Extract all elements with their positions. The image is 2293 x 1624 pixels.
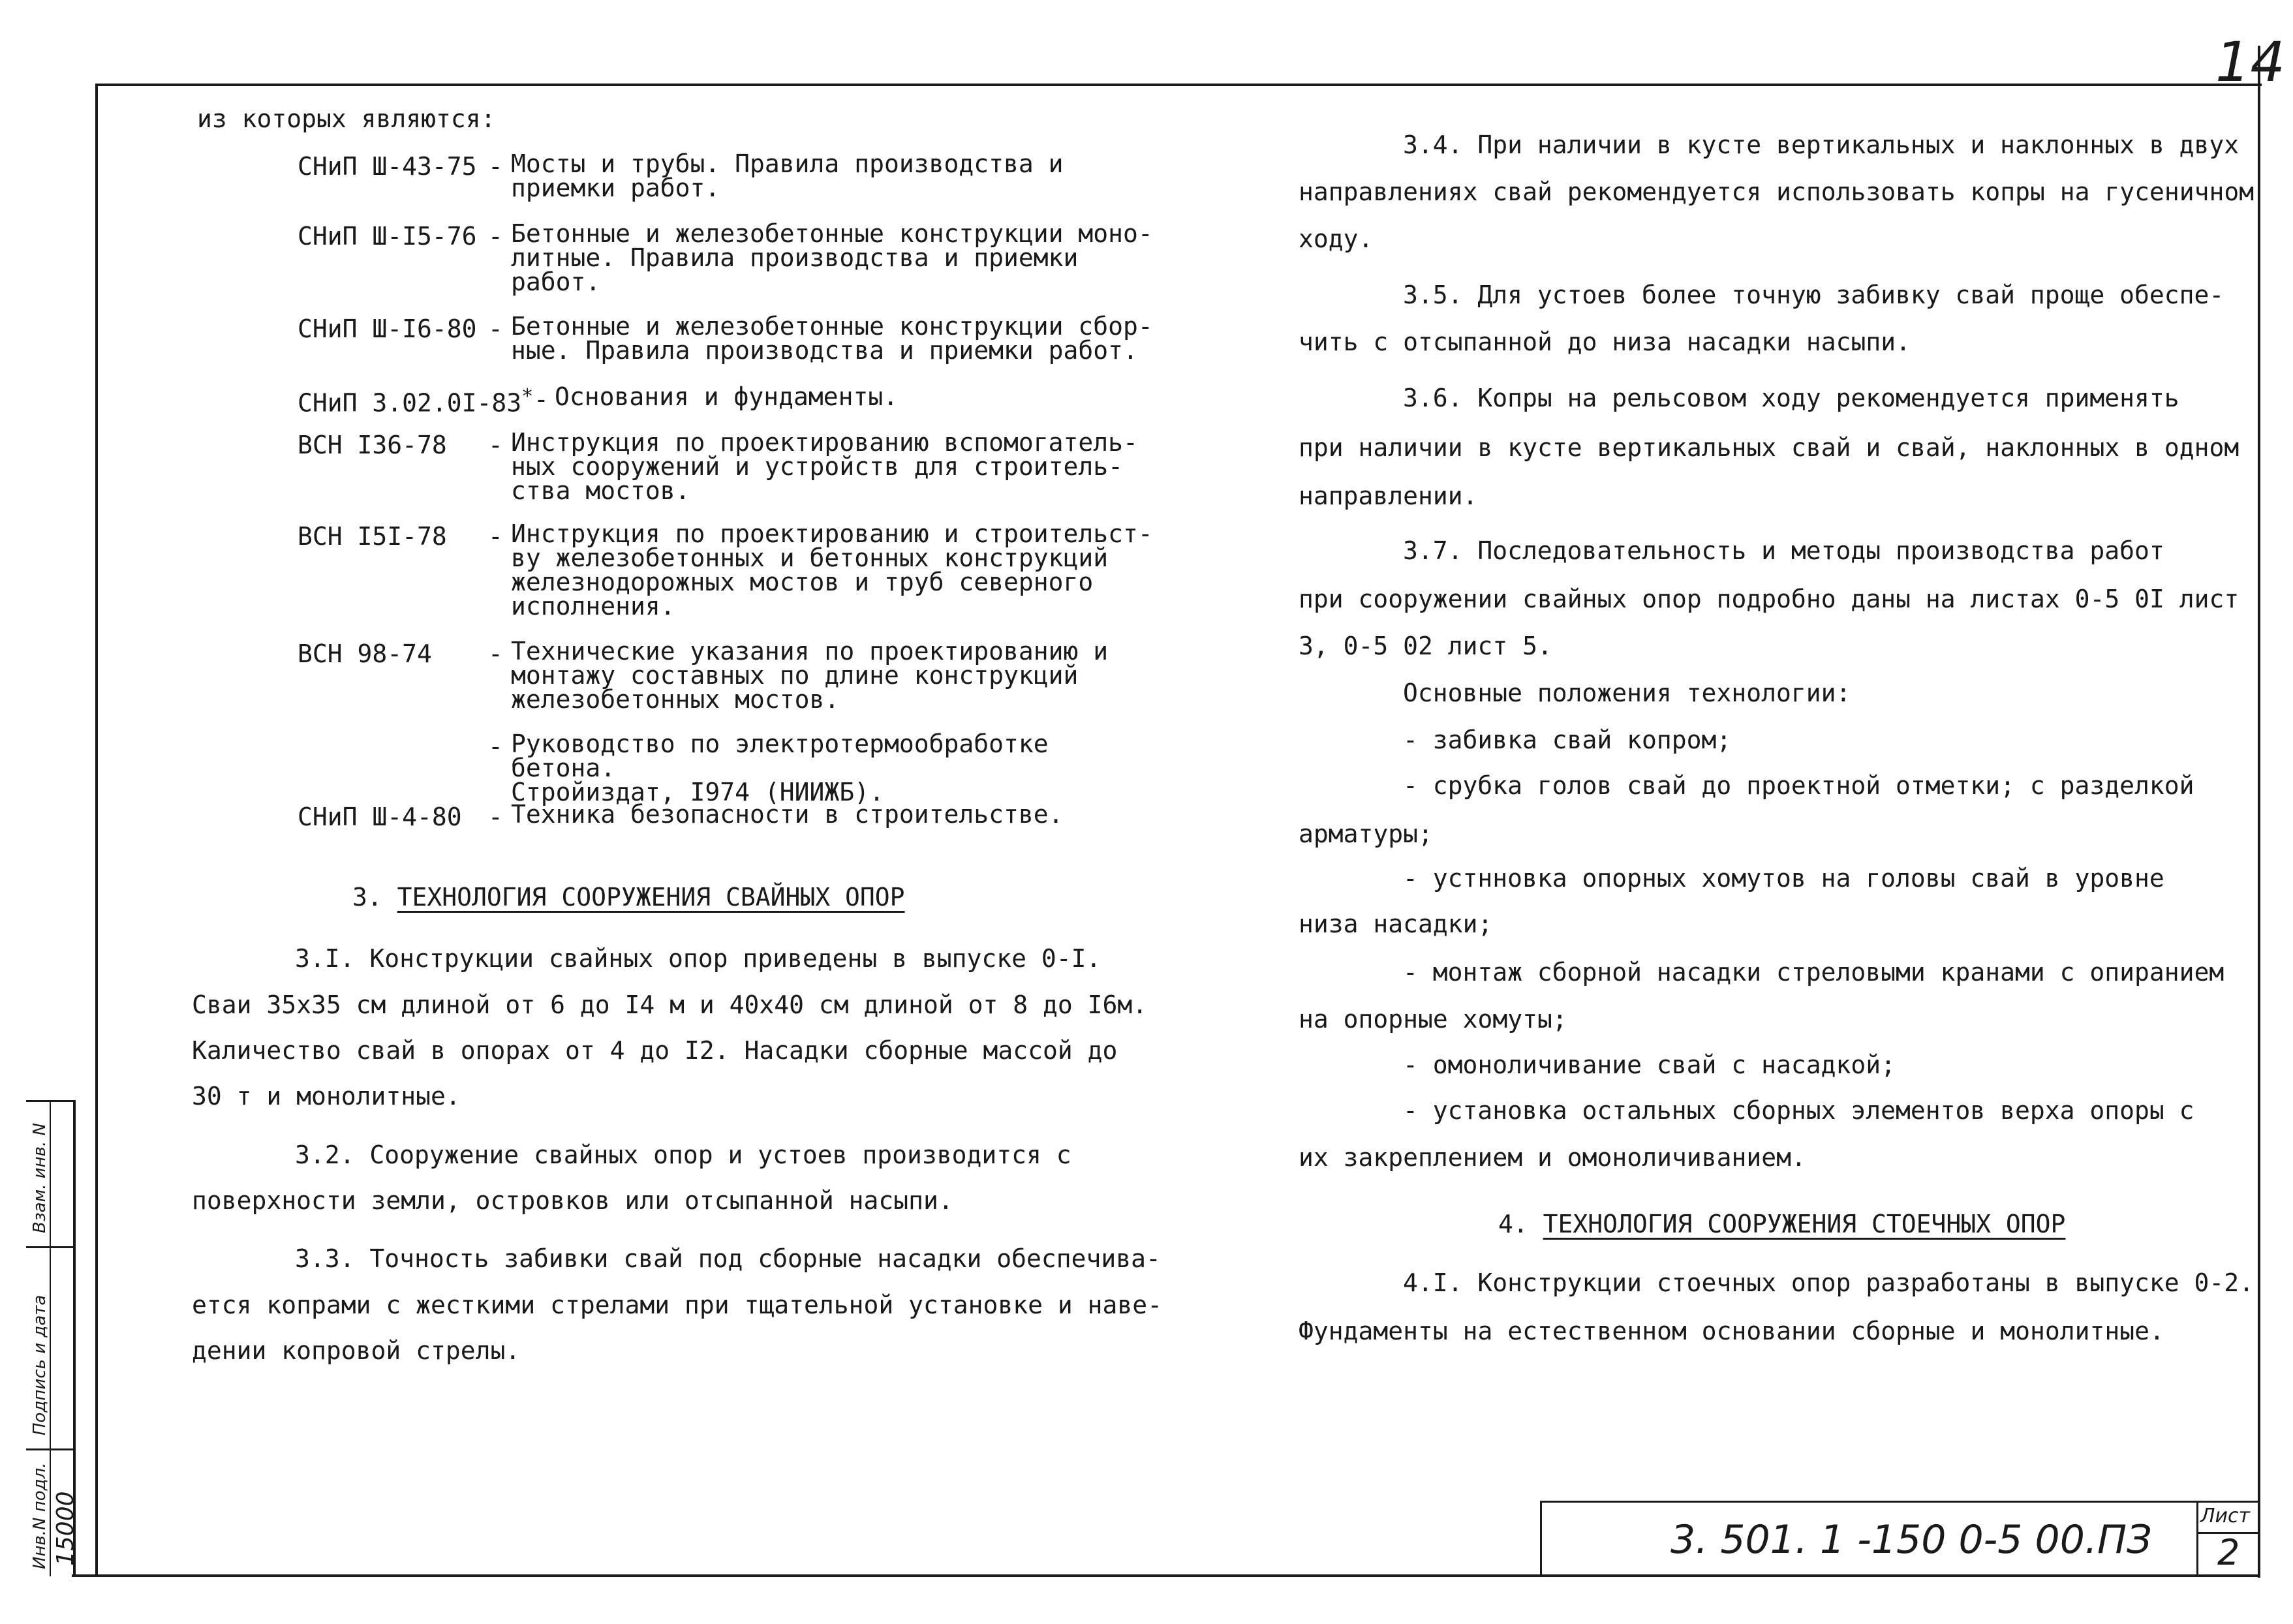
section-3-title: ТЕХНОЛОГИЯ СООРУЖЕНИЯ СВАЙНЫХ ОПОР [397, 883, 905, 912]
body-line: ходу. [1299, 224, 1374, 253]
sheet-label: Лист [2200, 1505, 2251, 1527]
ref-dash: - [488, 152, 503, 181]
section-3-number: 3. [352, 883, 382, 912]
body-line: при сооружении свайных опор подробно даны на листах 0-5 0I лист [1299, 585, 2239, 613]
ref-description: Бетонные и железобетонные конструкции моно- литные. Правила производства и приемки работ. [511, 219, 1153, 296]
body-line: чить с отсыпанной до низа насадки насыпи. [1299, 328, 1911, 356]
body-line: 30 т и монолитные. [192, 1082, 461, 1111]
side-stamp-sign-label: Подпись и дата [30, 1295, 50, 1435]
body-line: направлении. [1299, 482, 1478, 510]
ref-code: ВСН I5I-78 [298, 522, 447, 551]
body-line: поверхности земли, островков или отсыпанной насыпи. [192, 1186, 953, 1215]
ref-dash: - [488, 803, 503, 831]
section-3-heading [352, 883, 905, 912]
body-line: 3.I. Конструкции свайных опор приведены в выпуске 0-I. [295, 944, 1101, 973]
ref-dash: - [488, 431, 503, 459]
ref-description: Бетонные и железобетонные конструкции сбор- ные. Правила производства и приемки работ. [511, 312, 1153, 365]
ref-code-text: СНиП 3.02.0I-83 [298, 388, 522, 418]
page-number: 14 [2215, 30, 2285, 94]
body-line: Каличество свай в опорах от 4 до I2. Насадки сборные массой до [192, 1036, 1118, 1065]
ref-code: СНиП Ш-I6-80 [298, 314, 477, 343]
ref-code: ВСН I36-78 [298, 431, 447, 459]
body-line: 3.7. Последовательность и методы производства работ [1403, 536, 2164, 565]
section-4-heading [1498, 1210, 2065, 1238]
side-stamp-replace-label: Взам. инв. N [30, 1123, 50, 1233]
ref-code: ВСН 98-74 [298, 639, 432, 668]
body-line: направлениях свай рекомендуется использовать копры на гусеничном [1299, 177, 2255, 206]
side-stamp-inner-line [50, 1100, 51, 1576]
ref-description: Техника безопасности в строительстве. [511, 800, 1064, 829]
ref-code: СНиП Ш-I5-76 [298, 222, 477, 251]
ref-description: Мосты и трубы. Правила производства и приемки работ. [511, 149, 1064, 202]
body-line: 3.5. Для устоев более точную забивку свай проще обеспе- [1403, 281, 2224, 309]
body-line: Основные положения технологии: [1403, 679, 1851, 707]
side-stamp-divider-1 [26, 1100, 76, 1102]
section-4-number: 4. [1498, 1210, 1528, 1238]
ref-dash: - [488, 522, 503, 551]
ref-dash: - [534, 385, 549, 414]
stamp-left-line [1540, 1501, 1542, 1576]
ref-code: СНиП Ш-4-80 [298, 803, 462, 831]
body-line: арматуры; [1299, 820, 1433, 848]
body-line: 3.4. При наличии в кусте вертикальных и наклонных в двух [1403, 130, 2239, 159]
ref-description: Технические указания по проектированию и монтажу составных по длине конструкций железобетонных мостов. [511, 637, 1109, 714]
document-code: 3. 501. 1 -150 0-5 00.ПЗ [1670, 1517, 2152, 1563]
body-line: - установка остальных сборных элементов верха опоры с [1403, 1096, 2194, 1125]
stamp-sheet-divider [2196, 1501, 2198, 1576]
body-line: 3, 0-5 02 лист 5. [1299, 632, 1552, 660]
ref-description: Руководство по электротермообработке бетона. Стройиздат, I974 (НИИЖБ). [511, 729, 1049, 806]
intro-text: из которых являются: [197, 104, 496, 133]
body-line: 3.6. Копры на рельсовом ходу рекомендуется применять [1403, 384, 2179, 412]
ref-dash: - [488, 732, 503, 761]
body-line: при наличии в кусте вертикальных свай и свай, наклонных в одном [1299, 433, 2239, 462]
body-line: на опорные хомуты; [1299, 1005, 1567, 1034]
frame-left-line [95, 84, 98, 1576]
side-stamp-inv-label: Инв.N подл. [30, 1462, 50, 1569]
side-stamp-inv-value: 15000 [52, 1491, 79, 1566]
body-line: 3.2. Сооружение свайных опор и устоев производится с [295, 1141, 1071, 1169]
body-line: - срубка голов свай до проектной отметки; с разделкой [1403, 771, 2194, 800]
body-line: низа насадки; [1299, 910, 1493, 938]
body-line: дении копровой стрелы. [192, 1336, 521, 1365]
ref-code [298, 385, 533, 418]
ref-dash: - [488, 222, 503, 251]
section-4-title: ТЕХНОЛОГИЯ СООРУЖЕНИЯ СТОЕЧНЫХ ОПОР [1543, 1210, 2066, 1238]
body-line: - забивка свай копром; [1403, 726, 1732, 754]
body-line: их закреплением и омоноличиванием. [1299, 1143, 1806, 1172]
body-line: ется копрами с жесткими стрелами при тщательной установке и наве- [192, 1291, 1163, 1319]
sheet-number: 2 [2217, 1532, 2240, 1573]
ref-code-asterisk: * [521, 385, 534, 408]
side-stamp-divider-3 [26, 1448, 76, 1450]
body-line: - монтаж сборной насадки стреловыми кранами с опиранием [1403, 958, 2224, 987]
ref-dash: - [488, 314, 503, 343]
frame-bottom-line [72, 1574, 2260, 1577]
body-line: Сваи 35х35 см длиной от 6 до I4 м и 40х40 см длиной от 8 до I6м. [192, 990, 1148, 1019]
side-stamp-divider-2 [26, 1246, 76, 1248]
ref-dash: - [488, 639, 503, 668]
body-line: 3.3. Точность забивки свай под сборные насадки обеспечива- [295, 1244, 1161, 1273]
stamp-top-line [1540, 1501, 2260, 1503]
body-line: Фундаменты на естественном основании сборные и монолитные. [1299, 1317, 2164, 1345]
frame-top-line [97, 84, 2262, 86]
frame-right-line [2258, 46, 2260, 1578]
body-line: - устнновка опорных хомутов на головы свай в уровне [1403, 864, 2164, 893]
ref-description: Инструкция по проектированию вспомогатель- ных сооружений и устройств для строитель- ства мостов. [511, 428, 1138, 505]
body-line: 4.I. Конструкции стоечных опор разработаны в выпуске 0-2. [1403, 1268, 2255, 1297]
body-line: - омоноличивание свай с насадкой; [1403, 1050, 1896, 1079]
ref-code: СНиП Ш-43-75 [298, 152, 477, 181]
ref-description: Инструкция по проектированию и строительст- ву железобетонных и бетонных конструкций железнодорожных мостов и труб северного исполнения. [511, 519, 1153, 620]
ref-description: Основания и фундаменты. [555, 382, 899, 411]
